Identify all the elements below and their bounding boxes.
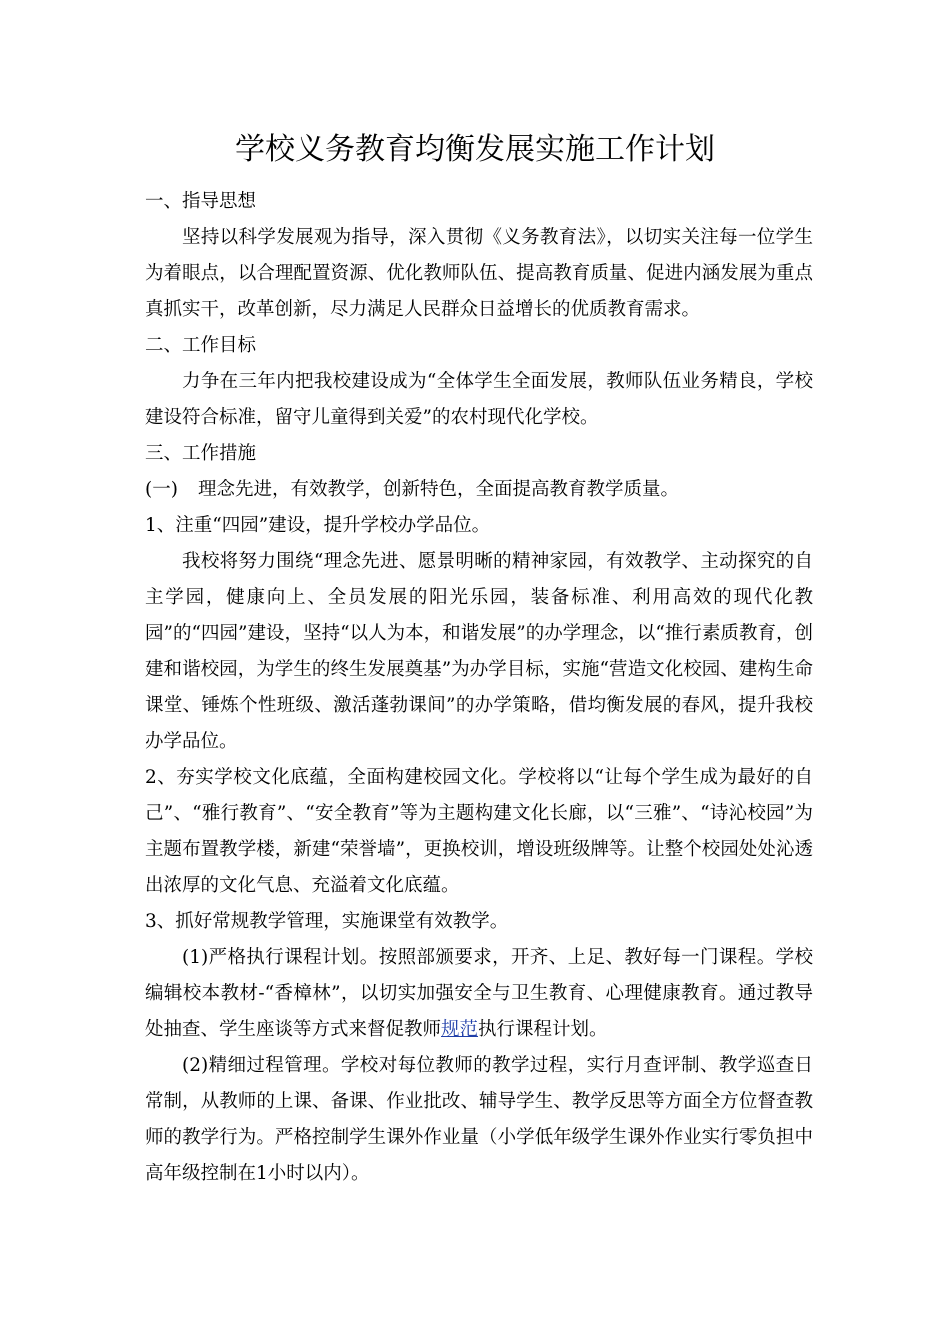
curriculum-text-after-link: 执行课程计划。 xyxy=(478,1019,608,1040)
item-heading-teaching-management: 3、抓好常规教学管理，实施课堂有效教学。 xyxy=(145,911,509,932)
curriculum-text-before-link: (1)严格执行课程计划。按照部颁要求，开齐、上足、教好每一门课程。学校编辑校本教材-“香樟林”，以切实加强安全与卫生教育、心理健康教育。通过教导处抽查、学生座谈等方式来督促教师 xyxy=(145,947,813,1040)
paragraph-process-management: (2)精细过程管理。学校对每位教师的教学过程，实行月查评制、教学巡查日常制，从教师的上课、备课、作业批改、辅导学生、教学反思等方面全方位督查教师的教学行为。严格控制学生课外作业量（小学低年级学生课外作业实行零负担中高年级控制在1小时以内）。 xyxy=(145,1055,813,1184)
paragraph-guiding-ideology: 坚持以科学发展观为指导，深入贯彻《义务教育法》，以切实关注每一位学生为着眼点，以合理配置资源、优化教师队伍、提高教育质量、促进内涵发展为重点真抓实干，改革创新，尽力满足人民群众日益增长的优质教育需求。 xyxy=(145,227,813,320)
document-body xyxy=(145,184,813,1192)
measure-heading-one xyxy=(145,472,813,508)
section-heading-work-measures: 三、工作措施 xyxy=(145,443,257,464)
item-heading-four-gardens: 1、注重“四园”建设，提升学校办学品位。 xyxy=(145,515,491,536)
paragraph-school-culture: 2、夯实学校文化底蕴，全面构建校园文化。学校将以“让每个学生成为最好的自己”、“雅行教育”、“安全教育”等为主题构建文化长廊，以“三雅”、“诗沁校园”为主题布置教学楼，新建“荣誉墙”，更换校训，增设班级牌等。让整个校园处处沁透出浓厚的文化气息、充溢着文化底蕴。 xyxy=(145,767,813,896)
measure-number-label: (一) xyxy=(145,479,178,500)
document-title: 学校义务教育均衡发展实施工作计划 xyxy=(235,132,715,167)
measure-heading-text: 理念先进，有效教学，创新特色，全面提高教育教学质量。 xyxy=(197,479,679,500)
section-heading-guiding-ideology: 一、指导思想 xyxy=(145,191,257,212)
section-heading-work-goals: 二、工作目标 xyxy=(145,335,257,356)
norm-link[interactable]: 规范 xyxy=(441,1019,479,1040)
paragraph-work-goals: 力争在三年内把我校建设成为“全体学生全面发展，教师队伍业务精良，学校建设符合标准，留守儿童得到关爱”的农村现代化学校。 xyxy=(145,371,813,428)
paragraph-curriculum-plan xyxy=(145,940,813,1048)
paragraph-four-gardens: 我校将努力围绕“理念先进、愿景明晰的精神家园，有效教学、主动探究的自主学园，健康向上、全员发展的阳光乐园，装备标准、利用高效的现代化教园”的“四园”建设，坚持“以人为本，和谐发展”的办学理念，以“推行素质教育，创建和谐校园，为学生的终生发展奠基”为办学目标，实施“营造文化校园、建构生命课堂、锤炼个性班级、激活蓬勃课间”的办学策略，借均衡发展的春风，提升我校办学品位。 xyxy=(145,551,813,752)
